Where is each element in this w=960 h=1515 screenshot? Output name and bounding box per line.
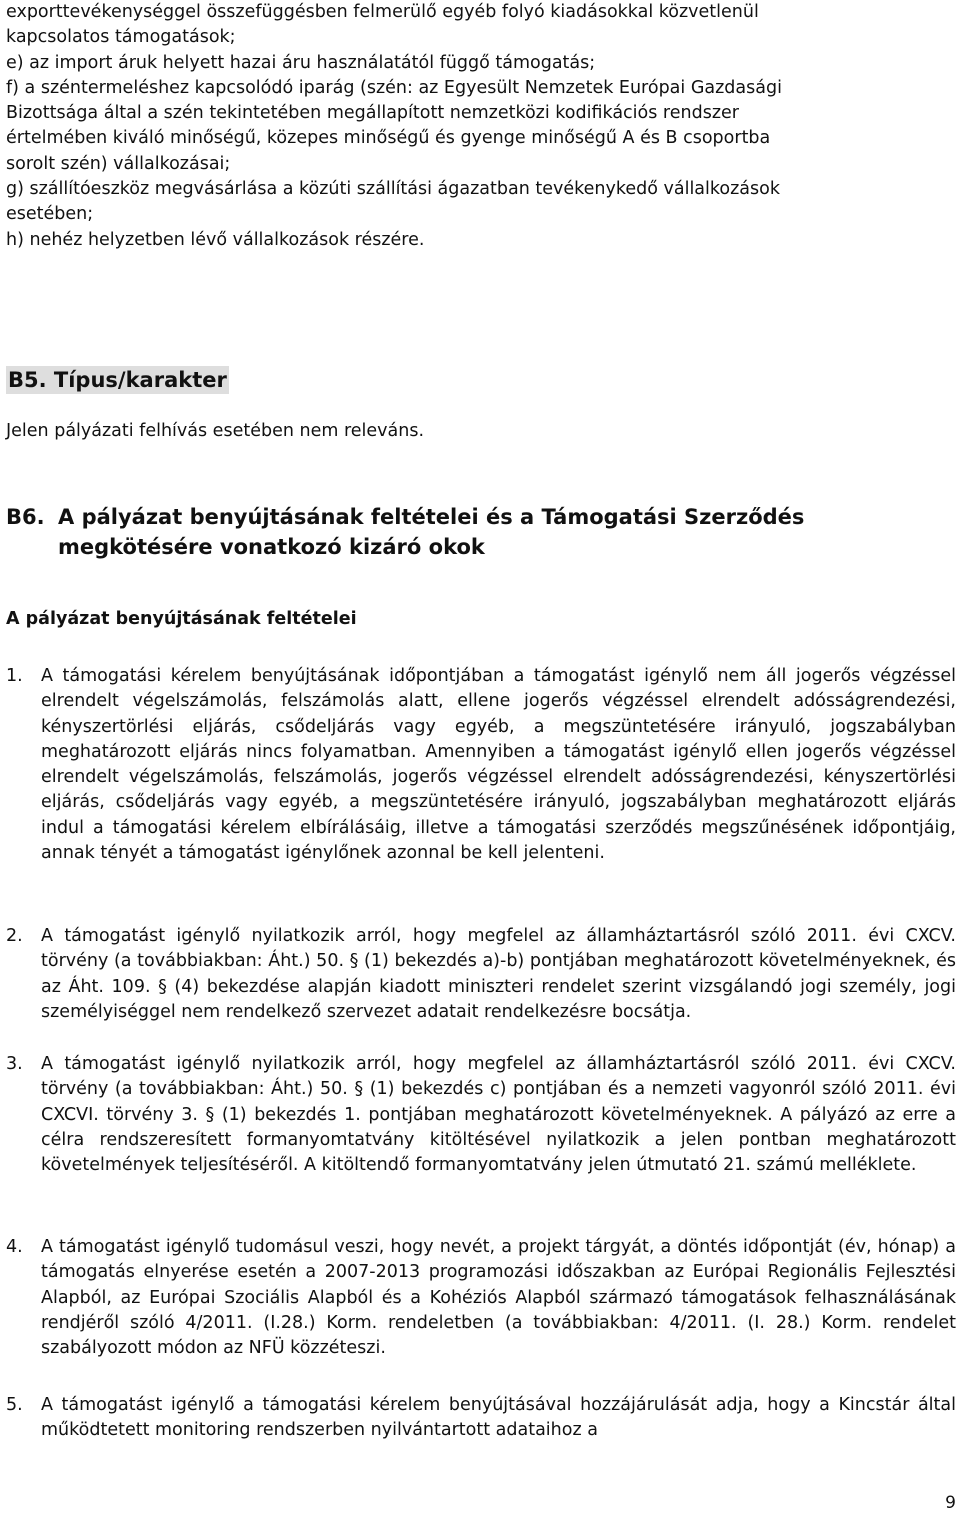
page-number: 9 xyxy=(945,1493,956,1513)
section-b5-text: Jelen pályázati felhívás esetében nem releváns. xyxy=(6,421,425,441)
section-b6-title: A pályázat benyújtásának feltételei és a Támogatási Szerződés megkötésére vonatkozó kizáró okok xyxy=(58,505,805,559)
text-line: Bizottsága által a szén tekintetében megállapított nemzetközi kodifikációs rendszer xyxy=(6,103,739,124)
list-item-text: A támogatást igénylő tudomásul veszi, hogy nevét, a projekt tárgyát, a döntés időpontját (év, hónap) a támogatás elnyerése esetén a 2007-2013 programozási időszakban az Európai Regionális Fejlesztési Alapból, az Európai Szociális Alapból és a Kohéziós Alapból származó támogatások felhasználásának rendjéről szóló 4/2011. (I.28.) Korm. rendeletben (a továbbiakban: 4/2011. (I. 28.) Korm. rendelet szabályozott módon az NFÜ közzéteszi. xyxy=(41,1237,956,1359)
text-line: kapcsolatos támogatások; xyxy=(6,27,236,48)
text-line: f) a széntermeléshez kapcsolódó iparág (szén: az Egyesült Nemzetek Európai Gazdasági xyxy=(6,77,782,98)
list-item-number: 1. xyxy=(6,666,23,686)
text-line: h) nehéz helyzetben lévő vállalkozások részére. xyxy=(6,229,425,250)
list-item-number: 4. xyxy=(6,1237,23,1257)
text-line: sorolt szén) vállalkozásai; xyxy=(6,153,231,174)
list-item-text: A támogatási kérelem benyújtásának időpontjában a támogatást igénylő nem áll jogerős végzéssel elrendelt végelszámolás, felszámolás alatt, ellene jogerős végzéssel elrendelt adósságrendezési, kényszertörlési eljárás, csődeljárás vagy egyéb, a megszüntetésére irányuló, jogszabályban meghatározott eljárás nincs folyamatban. Amennyiben a támogatást igénylő ellen jogerős végzéssel elrendelt végelszámolás, felszámolás, jogerős végzéssel elrendelt adósságrendezési, kényszertörlési eljárás, csődeljárás vagy egyéb, a megszüntetésére irányuló, jogszabályban meghatározott eljárás indul a támogatási kérelem elbírálásáig, illetve a támogatási szerződés megszűnésének időpontjáig, annak tényét a támogatást igénylőnek azonnal be kell jelenteni. xyxy=(41,666,956,864)
section-b6-label: B6. xyxy=(6,505,45,529)
text-line: exporttevékenységgel összefüggésben felmerülő egyéb folyó kiadásokkal közvetlenül xyxy=(6,2,759,22)
text-line: esetében; xyxy=(6,204,94,225)
list-item-number: 5. xyxy=(6,1395,23,1415)
list-item-text: A támogatást igénylő a támogatási kérelem benyújtásával hozzájárulását adja, hogy a Kincstár által működtetett monitoring rendszerben nyilvántartott adataihoz a xyxy=(41,1395,956,1441)
intro-list xyxy=(6,0,956,253)
list-item-text: A támogatást igénylő nyilatkozik arról, hogy megfelel az államháztartásról szóló 2011. évi CXCV. törvény (a továbbiakban: Áht.) 50. § (1) bekezdés c) pontjában és a nemzeti vagyonról szóló 2011. évi CXCVI. törvény 3. § (1) bekezdés 1. pontjában meghatározott követelményeknek. A pályázó az erre a célra rendszeresített formanyomtatvány kitöltésével nyilatkozik a jelen pontban meghatározott követelmények teljesítéséről. A kitöltendő formanyomtatvány jelen útmutató 21. számú melléklete. xyxy=(41,1054,956,1176)
list-item-text: A támogatást igénylő nyilatkozik arról, hogy megfelel az államháztartásról szóló 2011. évi CXCV. törvény (a továbbiakban: Áht.) 50. § (1) bekezdés a)-b) pontjában meghatározott követelményeknek, és az Áht. 109. § (4) bekezdése alapján kiadott miniszteri rendelet szerint vizsgálandó jogi személy, jogi személyiséggel nem rendelkező szervezet adatait rendelkezésre bocsátja. xyxy=(41,926,956,1022)
list-item-number: 2. xyxy=(6,926,23,946)
subheading: A pályázat benyújtásának feltételei xyxy=(6,609,357,629)
text-line: e) az import áruk helyett hazai áru használatától függő támogatás; xyxy=(6,52,596,73)
list-item-number: 3. xyxy=(6,1054,23,1074)
text-line: g) szállítóeszköz megvásárlása a közúti szállítási ágazatban tevékenykedő vállalkozások xyxy=(6,179,780,200)
text-line: értelmében kiváló minőségű, közepes minőségű és gyenge minőségű A és B csoportba xyxy=(6,128,771,149)
section-b5-heading: B5. Típus/karakter xyxy=(8,368,227,392)
